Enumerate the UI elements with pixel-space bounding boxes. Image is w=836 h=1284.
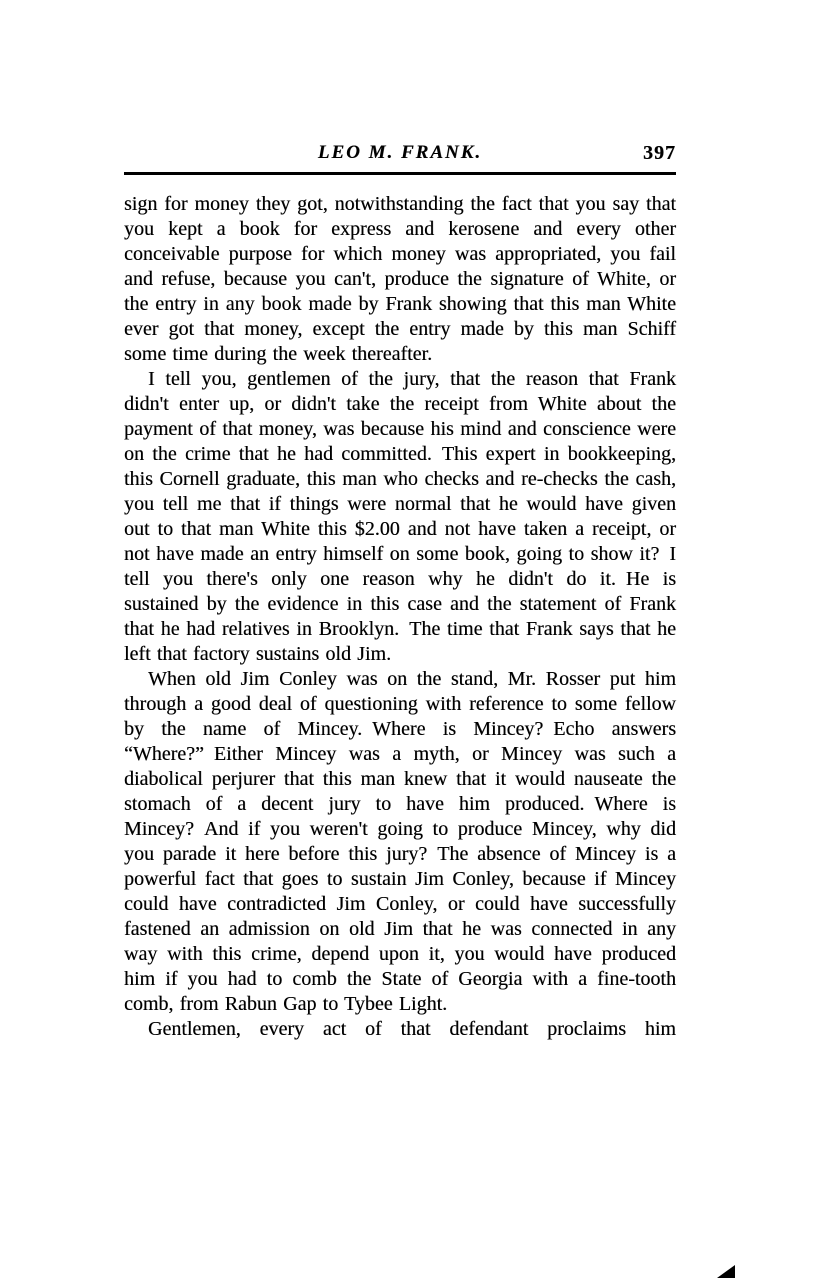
page-number: 397 [643,142,676,164]
body-text [124,192,676,1042]
page-title: LEO M. FRANK. [317,142,483,163]
paragraph: I tell you, gentlemen of the jury, that the reason that Frank didn't enter up, or didn't take the receipt from White about the payment of that money, was because his mind and conscience were on the crime that he had committed. This expert in bookkeeping, this Cornell graduate, this man who checks and re-checks the cash, you tell me that if things were normal that he would have given out to that man White this $2.00 and not have taken a receipt, or not have made an entry himself on some book, going to show it? I tell you there's only one reason why he didn't do it. He is sustained by the evidence in this case and the statement of Frank that he had relatives in Brooklyn. The time that Frank says that he left that factory sustains old Jim. [124,368,676,665]
ink-mark [717,1265,735,1278]
paragraph: When old Jim Conley was on the stand, Mr. Rosser put him through a good deal of questioning with reference to some fellow by the name of Mincey. Where is Mincey? Echo answers “Where?” Either Mincey was a myth, or Mincey was such a diabolical perjurer that this man knew that it would nauseate the stomach of a decent jury to have him produced. Where is Mincey? And if you weren't going to produce Mincey, why did you parade it here before this jury? The absence of Mincey is a powerful fact that goes to sustain Jim Conley, because if Mincey could have contradicted Jim Conley, or could have successfully fastened an admission on old Jim that he was connected in any way with this crime, depend upon it, you would have produced him if you had to comb the State of Georgia with a fine-tooth comb, from Rabun Gap to Tybee Light. [124,668,676,1015]
paragraph: Gentlemen, every act of that defendant proclaims him [148,1018,676,1040]
running-head [124,141,676,165]
header-rule [124,172,676,175]
paragraph: sign for money they got, notwithstanding the fact that you say that you kept a book for express and kerosene and every other conceivable purpose for which money was appropriated, you fail and refuse, because you can't, produce the signature of White, or the entry in any book made by Frank showing that this man White ever got that money, except the entry made by this man Schiff some time during the week thereafter. [124,193,676,365]
